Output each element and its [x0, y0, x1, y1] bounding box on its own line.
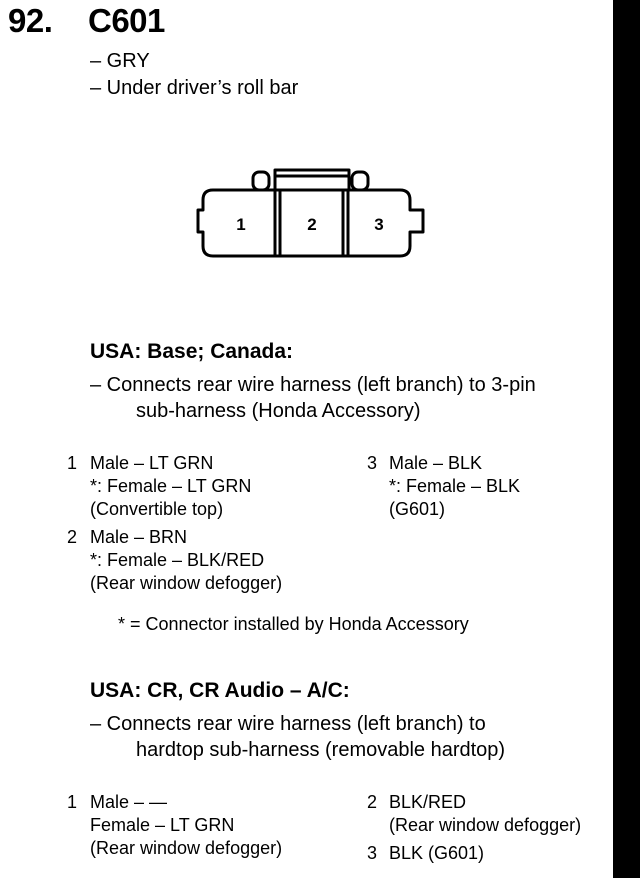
item-number: 92.: [8, 2, 53, 39]
section1-footnote: * = Connector installed by Honda Accessory: [118, 614, 469, 634]
s2-pin2-line1: BLK/RED: [389, 792, 467, 812]
page-edge-bar: [613, 0, 640, 878]
s2-pin1-number: 1: [67, 792, 78, 812]
s1-pin2-line2: *: Female – BLK/RED: [90, 550, 265, 570]
s1-pin2-number: 2: [67, 527, 78, 547]
s1-pin3-line2: *: Female – BLK: [389, 476, 521, 496]
section1-desc-line1: – Connects rear wire harness (left branch) to 3-pin: [90, 374, 536, 396]
s1-pin1-line1: Male – LT GRN: [90, 453, 214, 473]
s1-pin2-line1: Male – BRN: [90, 527, 188, 547]
s1-pin3-number: 3: [367, 453, 378, 473]
s2-pin2-number: 2: [367, 792, 378, 812]
s1-pin2-line3: (Rear window defogger): [90, 573, 283, 593]
section2-desc-line1: – Connects rear wire harness (left branch) to: [90, 713, 486, 735]
section1-desc-line2: sub-harness (Honda Accessory): [136, 400, 421, 422]
s2-pin2-line2: (Rear window defogger): [389, 815, 582, 835]
connector-location: – Under driver’s roll bar: [90, 77, 299, 99]
s2-pin1-line1: Male – —: [90, 792, 168, 812]
connector-color: – GRY: [90, 50, 150, 72]
pin-1-label: 1: [236, 215, 246, 234]
s2-pin3-line1: BLK (G601): [389, 843, 485, 863]
s1-pin1-number: 1: [67, 453, 78, 473]
connector-code: C601: [88, 2, 165, 39]
s1-pin1-line3: (Convertible top): [90, 499, 224, 519]
section2-title: USA: CR, CR Audio – A/C:: [90, 679, 350, 702]
s1-pin3-line1: Male – BLK: [389, 453, 483, 473]
s2-pin1-line2: Female – LT GRN: [90, 815, 235, 835]
s1-pin1-line2: *: Female – LT GRN: [90, 476, 252, 496]
pin-3-label: 3: [374, 215, 384, 234]
section2-desc-line2: hardtop sub-harness (removable hardtop): [136, 739, 506, 761]
connector-face-diagram: [195, 166, 430, 258]
pin-2-label: 2: [307, 215, 317, 234]
s2-pin1-line3: (Rear window defogger): [90, 838, 283, 858]
s2-pin3-number: 3: [367, 843, 378, 863]
section1-title: USA: Base; Canada:: [90, 340, 294, 363]
s1-pin3-line3: (G601): [389, 499, 446, 519]
